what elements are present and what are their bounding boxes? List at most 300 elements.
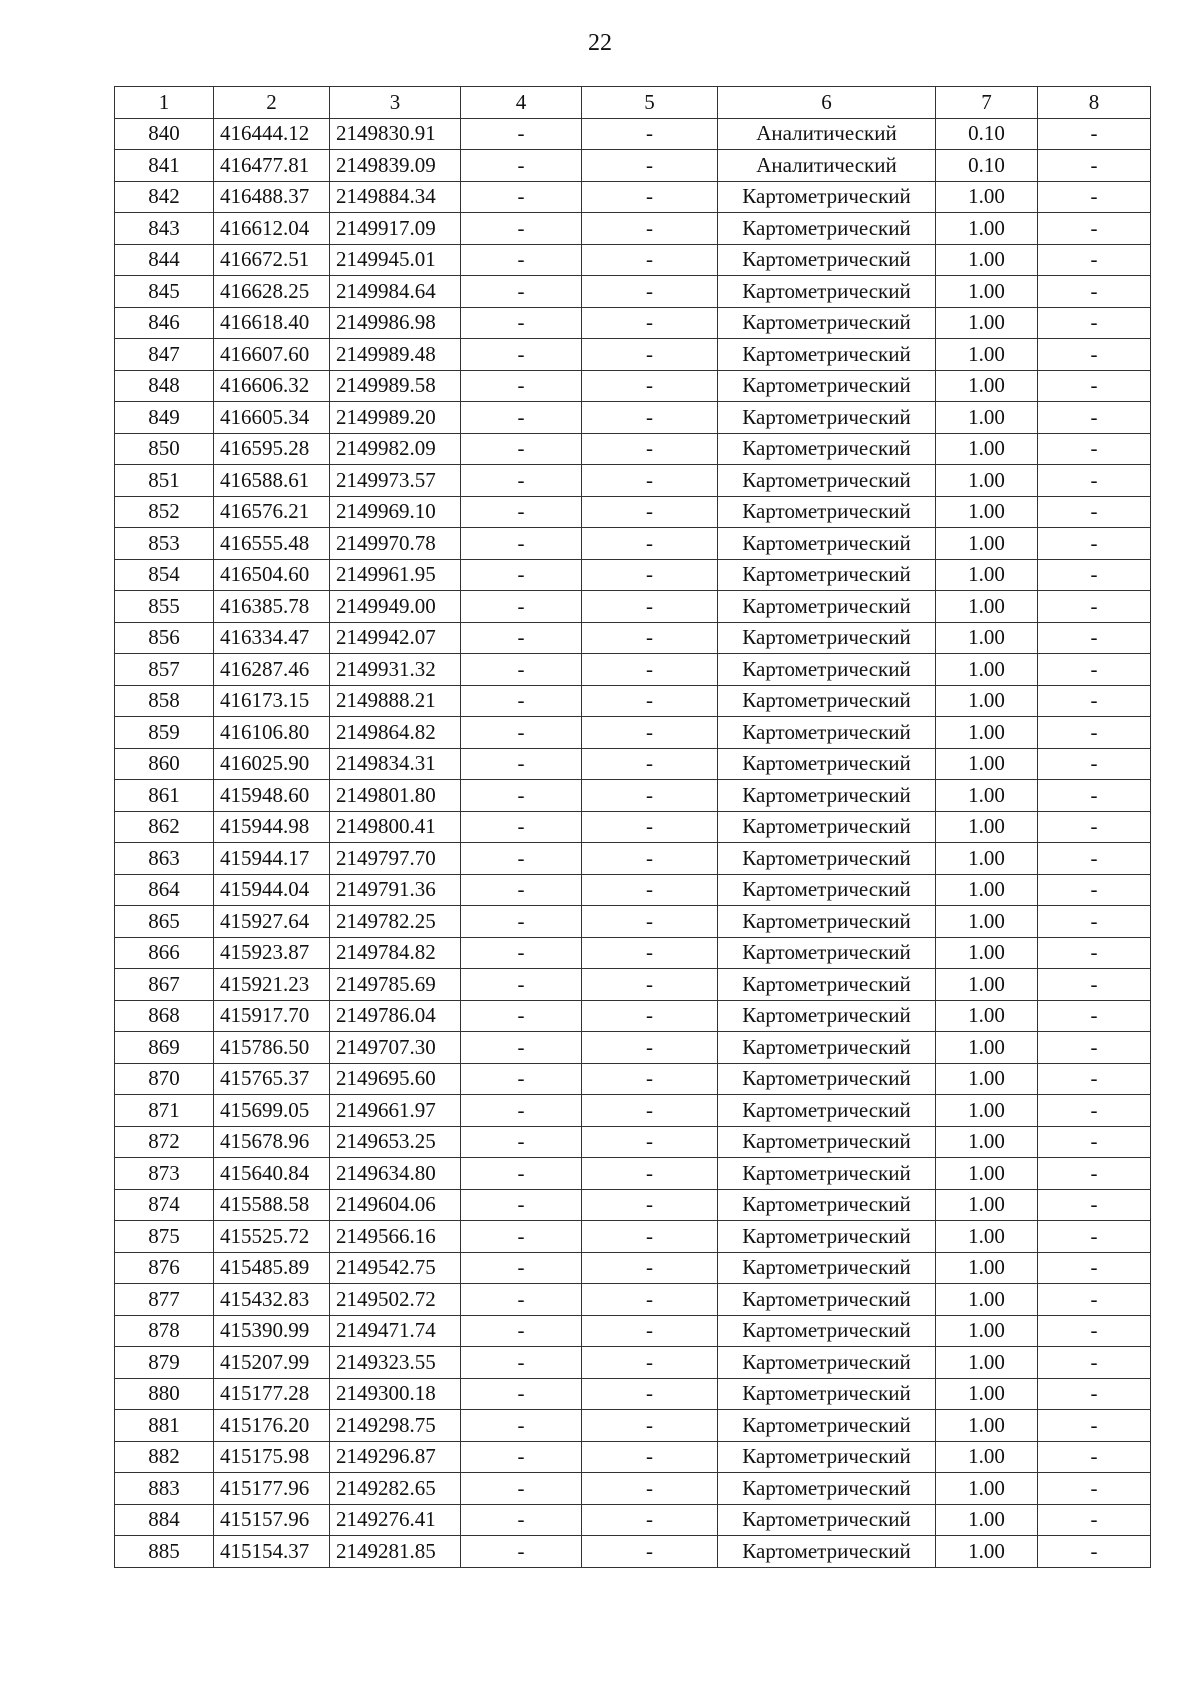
y-coordinate-cell: 2149839.09 bbox=[330, 150, 461, 182]
y-coordinate-cell: 2149707.30 bbox=[330, 1032, 461, 1064]
col8-cell: - bbox=[1038, 1221, 1151, 1253]
y-coordinate-cell: 2149784.82 bbox=[330, 937, 461, 969]
x-coordinate-cell: 415765.37 bbox=[214, 1063, 330, 1095]
col4-cell: - bbox=[461, 559, 582, 591]
point-number-cell: 844 bbox=[115, 244, 214, 276]
point-number-cell: 868 bbox=[115, 1000, 214, 1032]
x-coordinate-cell: 416618.40 bbox=[214, 307, 330, 339]
col5-cell: - bbox=[582, 717, 718, 749]
point-number-cell: 873 bbox=[115, 1158, 214, 1190]
point-number-cell: 867 bbox=[115, 969, 214, 1001]
point-number-cell: 847 bbox=[115, 339, 214, 371]
col4-cell: - bbox=[461, 118, 582, 150]
method-cell: Картометрический bbox=[718, 780, 936, 812]
col8-cell: - bbox=[1038, 307, 1151, 339]
method-cell: Картометрический bbox=[718, 685, 936, 717]
col4-cell: - bbox=[461, 1536, 582, 1568]
col4-cell: - bbox=[461, 685, 582, 717]
point-number-cell: 851 bbox=[115, 465, 214, 497]
col5-cell: - bbox=[582, 118, 718, 150]
table-row bbox=[115, 906, 1151, 938]
x-coordinate-cell: 415175.98 bbox=[214, 1441, 330, 1473]
table-row bbox=[115, 1126, 1151, 1158]
x-coordinate-cell: 415944.17 bbox=[214, 843, 330, 875]
x-coordinate-cell: 415786.50 bbox=[214, 1032, 330, 1064]
col8-cell: - bbox=[1038, 622, 1151, 654]
point-number-cell: 859 bbox=[115, 717, 214, 749]
x-coordinate-cell: 416588.61 bbox=[214, 465, 330, 497]
col4-cell: - bbox=[461, 937, 582, 969]
accuracy-cell: 1.00 bbox=[936, 622, 1038, 654]
col8-cell: - bbox=[1038, 1504, 1151, 1536]
method-cell: Картометрический bbox=[718, 1032, 936, 1064]
point-number-cell: 861 bbox=[115, 780, 214, 812]
x-coordinate-cell: 416605.34 bbox=[214, 402, 330, 434]
accuracy-cell: 1.00 bbox=[936, 1000, 1038, 1032]
col4-cell: - bbox=[461, 874, 582, 906]
table-row bbox=[115, 276, 1151, 308]
point-number-cell: 879 bbox=[115, 1347, 214, 1379]
table-row bbox=[115, 465, 1151, 497]
col5-cell: - bbox=[582, 465, 718, 497]
accuracy-cell: 1.00 bbox=[936, 811, 1038, 843]
x-coordinate-cell: 415917.70 bbox=[214, 1000, 330, 1032]
col5-cell: - bbox=[582, 1252, 718, 1284]
method-cell: Картометрический bbox=[718, 528, 936, 560]
col4-cell: - bbox=[461, 843, 582, 875]
col4-cell: - bbox=[461, 622, 582, 654]
table-row bbox=[115, 1063, 1151, 1095]
x-coordinate-cell: 415948.60 bbox=[214, 780, 330, 812]
col5-cell: - bbox=[582, 591, 718, 623]
table-row bbox=[115, 150, 1151, 182]
col8-cell: - bbox=[1038, 843, 1151, 875]
col8-cell: - bbox=[1038, 181, 1151, 213]
point-number-cell: 843 bbox=[115, 213, 214, 245]
accuracy-cell: 1.00 bbox=[936, 1252, 1038, 1284]
col4-cell: - bbox=[461, 181, 582, 213]
x-coordinate-cell: 415154.37 bbox=[214, 1536, 330, 1568]
x-coordinate-cell: 415944.98 bbox=[214, 811, 330, 843]
col5-cell: - bbox=[582, 843, 718, 875]
col5-cell: - bbox=[582, 1126, 718, 1158]
x-coordinate-cell: 415588.58 bbox=[214, 1189, 330, 1221]
table-row bbox=[115, 244, 1151, 276]
accuracy-cell: 1.00 bbox=[936, 1504, 1038, 1536]
accuracy-cell: 1.00 bbox=[936, 1347, 1038, 1379]
column-header: 3 bbox=[330, 87, 461, 119]
table-row bbox=[115, 1347, 1151, 1379]
col4-cell: - bbox=[461, 150, 582, 182]
accuracy-cell: 1.00 bbox=[936, 1441, 1038, 1473]
y-coordinate-cell: 2149281.85 bbox=[330, 1536, 461, 1568]
col4-cell: - bbox=[461, 370, 582, 402]
col8-cell: - bbox=[1038, 1284, 1151, 1316]
method-cell: Картометрический bbox=[718, 402, 936, 434]
method-cell: Картометрический bbox=[718, 465, 936, 497]
col8-cell: - bbox=[1038, 969, 1151, 1001]
accuracy-cell: 1.00 bbox=[936, 1221, 1038, 1253]
col5-cell: - bbox=[582, 1315, 718, 1347]
point-number-cell: 855 bbox=[115, 591, 214, 623]
col4-cell: - bbox=[461, 1189, 582, 1221]
col5-cell: - bbox=[582, 1504, 718, 1536]
col8-cell: - bbox=[1038, 402, 1151, 434]
table-row bbox=[115, 1315, 1151, 1347]
col8-cell: - bbox=[1038, 748, 1151, 780]
method-cell: Картометрический bbox=[718, 496, 936, 528]
x-coordinate-cell: 415640.84 bbox=[214, 1158, 330, 1190]
point-number-cell: 877 bbox=[115, 1284, 214, 1316]
col8-cell: - bbox=[1038, 1095, 1151, 1127]
accuracy-cell: 1.00 bbox=[936, 213, 1038, 245]
method-cell: Картометрический bbox=[718, 622, 936, 654]
x-coordinate-cell: 416477.81 bbox=[214, 150, 330, 182]
col8-cell: - bbox=[1038, 1189, 1151, 1221]
y-coordinate-cell: 2149801.80 bbox=[330, 780, 461, 812]
method-cell: Картометрический bbox=[718, 1252, 936, 1284]
method-cell: Картометрический bbox=[718, 843, 936, 875]
y-coordinate-cell: 2149661.97 bbox=[330, 1095, 461, 1127]
col5-cell: - bbox=[582, 150, 718, 182]
y-coordinate-cell: 2149785.69 bbox=[330, 969, 461, 1001]
col8-cell: - bbox=[1038, 1000, 1151, 1032]
col8-cell: - bbox=[1038, 1252, 1151, 1284]
accuracy-cell: 1.00 bbox=[936, 1095, 1038, 1127]
y-coordinate-cell: 2149323.55 bbox=[330, 1347, 461, 1379]
table-row bbox=[115, 1536, 1151, 1568]
y-coordinate-cell: 2149566.16 bbox=[330, 1221, 461, 1253]
y-coordinate-cell: 2149797.70 bbox=[330, 843, 461, 875]
col5-cell: - bbox=[582, 276, 718, 308]
method-cell: Картометрический bbox=[718, 1221, 936, 1253]
column-header: 7 bbox=[936, 87, 1038, 119]
col8-cell: - bbox=[1038, 496, 1151, 528]
method-cell: Картометрический bbox=[718, 370, 936, 402]
x-coordinate-cell: 415699.05 bbox=[214, 1095, 330, 1127]
col8-cell: - bbox=[1038, 559, 1151, 591]
method-cell: Картометрический bbox=[718, 811, 936, 843]
col4-cell: - bbox=[461, 748, 582, 780]
point-number-cell: 858 bbox=[115, 685, 214, 717]
method-cell: Аналитический bbox=[718, 150, 936, 182]
col4-cell: - bbox=[461, 811, 582, 843]
point-number-cell: 854 bbox=[115, 559, 214, 591]
col8-cell: - bbox=[1038, 370, 1151, 402]
column-header: 4 bbox=[461, 87, 582, 119]
col5-cell: - bbox=[582, 811, 718, 843]
point-number-cell: 872 bbox=[115, 1126, 214, 1158]
point-number-cell: 862 bbox=[115, 811, 214, 843]
method-cell: Картометрический bbox=[718, 969, 936, 1001]
accuracy-cell: 0.10 bbox=[936, 150, 1038, 182]
y-coordinate-cell: 2149888.21 bbox=[330, 685, 461, 717]
table-row bbox=[115, 1252, 1151, 1284]
x-coordinate-cell: 416555.48 bbox=[214, 528, 330, 560]
accuracy-cell: 1.00 bbox=[936, 370, 1038, 402]
col8-cell: - bbox=[1038, 528, 1151, 560]
y-coordinate-cell: 2149800.41 bbox=[330, 811, 461, 843]
accuracy-cell: 1.00 bbox=[936, 1410, 1038, 1442]
point-number-cell: 840 bbox=[115, 118, 214, 150]
table-row bbox=[115, 1189, 1151, 1221]
point-number-cell: 870 bbox=[115, 1063, 214, 1095]
col4-cell: - bbox=[461, 1252, 582, 1284]
accuracy-cell: 1.00 bbox=[936, 780, 1038, 812]
col4-cell: - bbox=[461, 1000, 582, 1032]
point-number-cell: 841 bbox=[115, 150, 214, 182]
col8-cell: - bbox=[1038, 1032, 1151, 1064]
table-row bbox=[115, 1221, 1151, 1253]
y-coordinate-cell: 2149931.32 bbox=[330, 654, 461, 686]
point-number-cell: 882 bbox=[115, 1441, 214, 1473]
x-coordinate-cell: 416287.46 bbox=[214, 654, 330, 686]
x-coordinate-cell: 415485.89 bbox=[214, 1252, 330, 1284]
table-row bbox=[115, 1410, 1151, 1442]
x-coordinate-cell: 415177.96 bbox=[214, 1473, 330, 1505]
point-number-cell: 845 bbox=[115, 276, 214, 308]
col5-cell: - bbox=[582, 244, 718, 276]
x-coordinate-cell: 416334.47 bbox=[214, 622, 330, 654]
accuracy-cell: 1.00 bbox=[936, 1189, 1038, 1221]
table-row bbox=[115, 811, 1151, 843]
y-coordinate-cell: 2149634.80 bbox=[330, 1158, 461, 1190]
x-coordinate-cell: 415432.83 bbox=[214, 1284, 330, 1316]
method-cell: Картометрический bbox=[718, 1441, 936, 1473]
table-row bbox=[115, 1441, 1151, 1473]
accuracy-cell: 1.00 bbox=[936, 591, 1038, 623]
y-coordinate-cell: 2149282.65 bbox=[330, 1473, 461, 1505]
col4-cell: - bbox=[461, 1315, 582, 1347]
col5-cell: - bbox=[582, 906, 718, 938]
x-coordinate-cell: 415176.20 bbox=[214, 1410, 330, 1442]
col5-cell: - bbox=[582, 874, 718, 906]
column-header: 6 bbox=[718, 87, 936, 119]
col8-cell: - bbox=[1038, 654, 1151, 686]
col8-cell: - bbox=[1038, 1315, 1151, 1347]
col5-cell: - bbox=[582, 213, 718, 245]
accuracy-cell: 1.00 bbox=[936, 402, 1038, 434]
table-row bbox=[115, 685, 1151, 717]
method-cell: Картометрический bbox=[718, 1284, 936, 1316]
y-coordinate-cell: 2149917.09 bbox=[330, 213, 461, 245]
point-number-cell: 853 bbox=[115, 528, 214, 560]
col8-cell: - bbox=[1038, 1158, 1151, 1190]
table-row bbox=[115, 1504, 1151, 1536]
method-cell: Картометрический bbox=[718, 244, 936, 276]
col4-cell: - bbox=[461, 1504, 582, 1536]
y-coordinate-cell: 2149989.20 bbox=[330, 402, 461, 434]
col5-cell: - bbox=[582, 654, 718, 686]
point-number-cell: 875 bbox=[115, 1221, 214, 1253]
method-cell: Картометрический bbox=[718, 1063, 936, 1095]
table-row bbox=[115, 654, 1151, 686]
y-coordinate-cell: 2149296.87 bbox=[330, 1441, 461, 1473]
x-coordinate-cell: 416106.80 bbox=[214, 717, 330, 749]
table-row bbox=[115, 843, 1151, 875]
point-number-cell: 869 bbox=[115, 1032, 214, 1064]
table-row bbox=[115, 1473, 1151, 1505]
method-cell: Картометрический bbox=[718, 433, 936, 465]
col8-cell: - bbox=[1038, 591, 1151, 623]
x-coordinate-cell: 416606.32 bbox=[214, 370, 330, 402]
accuracy-cell: 1.00 bbox=[936, 181, 1038, 213]
x-coordinate-cell: 415207.99 bbox=[214, 1347, 330, 1379]
col8-cell: - bbox=[1038, 276, 1151, 308]
col8-cell: - bbox=[1038, 1441, 1151, 1473]
table-row bbox=[115, 433, 1151, 465]
point-number-cell: 842 bbox=[115, 181, 214, 213]
col8-cell: - bbox=[1038, 1126, 1151, 1158]
accuracy-cell: 1.00 bbox=[936, 906, 1038, 938]
table-row bbox=[115, 1284, 1151, 1316]
col4-cell: - bbox=[461, 276, 582, 308]
point-number-cell: 865 bbox=[115, 906, 214, 938]
table-row bbox=[115, 969, 1151, 1001]
col5-cell: - bbox=[582, 1284, 718, 1316]
col8-cell: - bbox=[1038, 685, 1151, 717]
y-coordinate-cell: 2149961.95 bbox=[330, 559, 461, 591]
y-coordinate-cell: 2149276.41 bbox=[330, 1504, 461, 1536]
col8-cell: - bbox=[1038, 339, 1151, 371]
x-coordinate-cell: 416612.04 bbox=[214, 213, 330, 245]
col5-cell: - bbox=[582, 1378, 718, 1410]
point-number-cell: 852 bbox=[115, 496, 214, 528]
col5-cell: - bbox=[582, 307, 718, 339]
y-coordinate-cell: 2149786.04 bbox=[330, 1000, 461, 1032]
y-coordinate-cell: 2149949.00 bbox=[330, 591, 461, 623]
col5-cell: - bbox=[582, 685, 718, 717]
method-cell: Картометрический bbox=[718, 213, 936, 245]
point-number-cell: 849 bbox=[115, 402, 214, 434]
col4-cell: - bbox=[461, 496, 582, 528]
table-row bbox=[115, 937, 1151, 969]
coordinates-table bbox=[114, 86, 1151, 1568]
table-row bbox=[115, 780, 1151, 812]
point-number-cell: 885 bbox=[115, 1536, 214, 1568]
col4-cell: - bbox=[461, 213, 582, 245]
col5-cell: - bbox=[582, 370, 718, 402]
col4-cell: - bbox=[461, 1473, 582, 1505]
accuracy-cell: 1.00 bbox=[936, 1158, 1038, 1190]
method-cell: Картометрический bbox=[718, 276, 936, 308]
y-coordinate-cell: 2149973.57 bbox=[330, 465, 461, 497]
point-number-cell: 881 bbox=[115, 1410, 214, 1442]
table-row bbox=[115, 402, 1151, 434]
col4-cell: - bbox=[461, 1221, 582, 1253]
x-coordinate-cell: 415923.87 bbox=[214, 937, 330, 969]
col5-cell: - bbox=[582, 433, 718, 465]
col5-cell: - bbox=[582, 937, 718, 969]
method-cell: Картометрический bbox=[718, 1410, 936, 1442]
column-header: 5 bbox=[582, 87, 718, 119]
y-coordinate-cell: 2149945.01 bbox=[330, 244, 461, 276]
col5-cell: - bbox=[582, 622, 718, 654]
col5-cell: - bbox=[582, 1032, 718, 1064]
point-number-cell: 876 bbox=[115, 1252, 214, 1284]
col4-cell: - bbox=[461, 906, 582, 938]
y-coordinate-cell: 2149830.91 bbox=[330, 118, 461, 150]
accuracy-cell: 1.00 bbox=[936, 244, 1038, 276]
table-row bbox=[115, 591, 1151, 623]
x-coordinate-cell: 416444.12 bbox=[214, 118, 330, 150]
col8-cell: - bbox=[1038, 213, 1151, 245]
col5-cell: - bbox=[582, 969, 718, 1001]
col8-cell: - bbox=[1038, 811, 1151, 843]
table-row bbox=[115, 1378, 1151, 1410]
y-coordinate-cell: 2149942.07 bbox=[330, 622, 461, 654]
col5-cell: - bbox=[582, 1221, 718, 1253]
col5-cell: - bbox=[582, 559, 718, 591]
col8-cell: - bbox=[1038, 1473, 1151, 1505]
x-coordinate-cell: 415944.04 bbox=[214, 874, 330, 906]
point-number-cell: 864 bbox=[115, 874, 214, 906]
col5-cell: - bbox=[582, 1473, 718, 1505]
col4-cell: - bbox=[461, 969, 582, 1001]
col4-cell: - bbox=[461, 244, 582, 276]
accuracy-cell: 1.00 bbox=[936, 496, 1038, 528]
col4-cell: - bbox=[461, 717, 582, 749]
y-coordinate-cell: 2149782.25 bbox=[330, 906, 461, 938]
col8-cell: - bbox=[1038, 717, 1151, 749]
method-cell: Картометрический bbox=[718, 748, 936, 780]
accuracy-cell: 1.00 bbox=[936, 528, 1038, 560]
method-cell: Картометрический bbox=[718, 1000, 936, 1032]
method-cell: Картометрический bbox=[718, 1378, 936, 1410]
x-coordinate-cell: 416173.15 bbox=[214, 685, 330, 717]
x-coordinate-cell: 415678.96 bbox=[214, 1126, 330, 1158]
col4-cell: - bbox=[461, 591, 582, 623]
x-coordinate-cell: 416628.25 bbox=[214, 276, 330, 308]
table-row bbox=[115, 1000, 1151, 1032]
col5-cell: - bbox=[582, 1000, 718, 1032]
accuracy-cell: 1.00 bbox=[936, 874, 1038, 906]
table-row bbox=[115, 748, 1151, 780]
col4-cell: - bbox=[461, 1158, 582, 1190]
x-coordinate-cell: 415927.64 bbox=[214, 906, 330, 938]
col5-cell: - bbox=[582, 1441, 718, 1473]
method-cell: Картометрический bbox=[718, 1315, 936, 1347]
col8-cell: - bbox=[1038, 1347, 1151, 1379]
table-row bbox=[115, 213, 1151, 245]
method-cell: Картометрический bbox=[718, 1095, 936, 1127]
point-number-cell: 874 bbox=[115, 1189, 214, 1221]
method-cell: Картометрический bbox=[718, 874, 936, 906]
y-coordinate-cell: 2149695.60 bbox=[330, 1063, 461, 1095]
y-coordinate-cell: 2149989.48 bbox=[330, 339, 461, 371]
x-coordinate-cell: 416576.21 bbox=[214, 496, 330, 528]
y-coordinate-cell: 2149300.18 bbox=[330, 1378, 461, 1410]
y-coordinate-cell: 2149984.64 bbox=[330, 276, 461, 308]
col8-cell: - bbox=[1038, 150, 1151, 182]
accuracy-cell: 1.00 bbox=[936, 1378, 1038, 1410]
accuracy-cell: 1.00 bbox=[936, 685, 1038, 717]
accuracy-cell: 1.00 bbox=[936, 465, 1038, 497]
col8-cell: - bbox=[1038, 906, 1151, 938]
table-row bbox=[115, 528, 1151, 560]
y-coordinate-cell: 2149298.75 bbox=[330, 1410, 461, 1442]
point-number-cell: 866 bbox=[115, 937, 214, 969]
col8-cell: - bbox=[1038, 118, 1151, 150]
col8-cell: - bbox=[1038, 937, 1151, 969]
col4-cell: - bbox=[461, 1063, 582, 1095]
method-cell: Картометрический bbox=[718, 181, 936, 213]
y-coordinate-cell: 2149502.72 bbox=[330, 1284, 461, 1316]
col5-cell: - bbox=[582, 402, 718, 434]
table-row bbox=[115, 559, 1151, 591]
method-cell: Картометрический bbox=[718, 1347, 936, 1379]
column-header: 1 bbox=[115, 87, 214, 119]
